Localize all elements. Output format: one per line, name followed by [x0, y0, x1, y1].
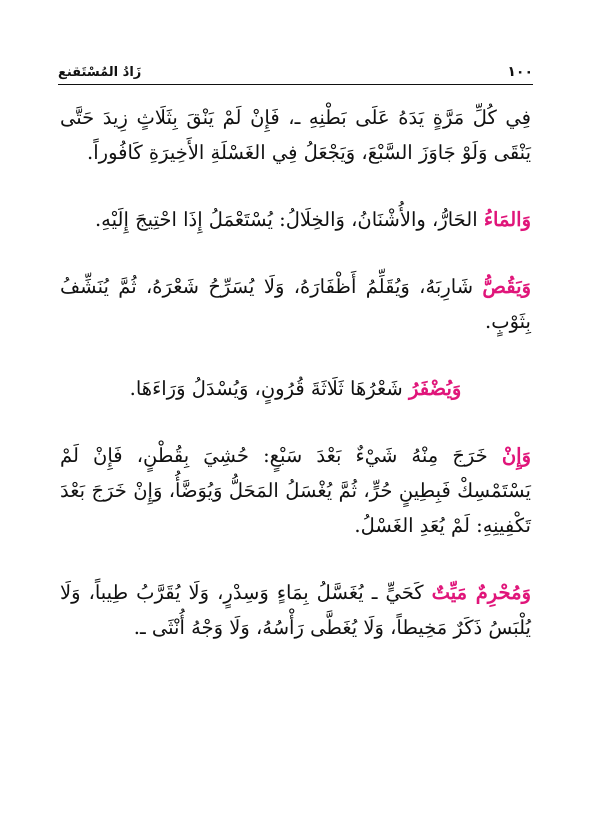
paragraph-text: الحَارُّ، والأُشْنَانُ، وَالخِلَالُ: يُسْتَعْمَلُ إِذَا احْتِيجَ إِلَيْهِ. [94, 208, 484, 231]
paragraph [60, 202, 531, 237]
paragraph [60, 438, 531, 543]
page-header [58, 54, 533, 80]
running-title: زَادُ المُسْتَقنع [58, 65, 142, 80]
paragraph-lead-word: وَإِنْ [501, 444, 531, 467]
paragraph-text: فِي كُلِّ مَرَّةٍ يَدَهُ عَلَى بَطْنِهِ ـ، فَإِنْ لَمْ يَنْقَ بِثَلَاثٍ زِيدَ حَتَّى يَنْقَى وَلَوْ جَاوَزَ السَّبْعَ، وَيَجْعَلُ فِي الغَسْلَةِ الأَخِيرَةِ كَافُوراً. [60, 106, 531, 164]
paragraph-lead-word: وَيُضْفَرُ [408, 377, 462, 400]
header-divider [58, 84, 533, 85]
paragraph [60, 269, 531, 339]
paragraph-text: خَرَجَ مِنْهُ شَيْءٌ بَعْدَ سَبْعٍ: حُشِيَ بِقُطْنٍ، فَإِنْ لَمْ يَسْتَمْسِكْ فَبِطِينٍ حُرٍّ، ثُمَّ يُغْسَلُ المَحَلُّ وَيُوَضَّأُ، وَإِنْ خَرَجَ بَعْدَ تَكْفِينِهِ: لَمْ يُعَدِ الغَسْلُ. [60, 444, 531, 537]
paragraph [60, 371, 531, 406]
paragraph [60, 575, 531, 645]
paragraph-lead-word: وَالمَاءُ [483, 208, 531, 231]
paragraph-text: كَحَيٍّ ـ يُغَسَّلُ بِمَاءٍ وَسِدْرٍ، وَلَا يُقَرَّبُ طِيباً، وَلَا يُلْبَسُ ذَكَرٌ مَخِيطاً، وَلَا يُغَطَّى رَأْسُهُ، وَلَا وَجْهُ أُنْثَى ـ. [60, 581, 531, 639]
paragraph-text: شَعْرُهَا ثَلَاثَةَ قُرُونٍ، وَيُسْدَلُ وَرَاءَهَا. [129, 377, 409, 400]
paragraph-lead-word: وَيَقُصُّ [482, 275, 531, 298]
paragraph-text: شَارِبَهُ، وَيُقَلِّمُ أَظْفَارَهُ، وَلَا يُسَرِّحُ شَعْرَهُ، ثُمَّ يُنَشِّفُ بِثَوْبٍ. [60, 275, 531, 333]
page-number: ١٠٠ [507, 64, 533, 80]
paragraph [60, 100, 531, 170]
paragraph-lead-word: وَمُحْرِمٌ مَيِّتٌ [431, 581, 531, 604]
page-body [60, 100, 531, 677]
